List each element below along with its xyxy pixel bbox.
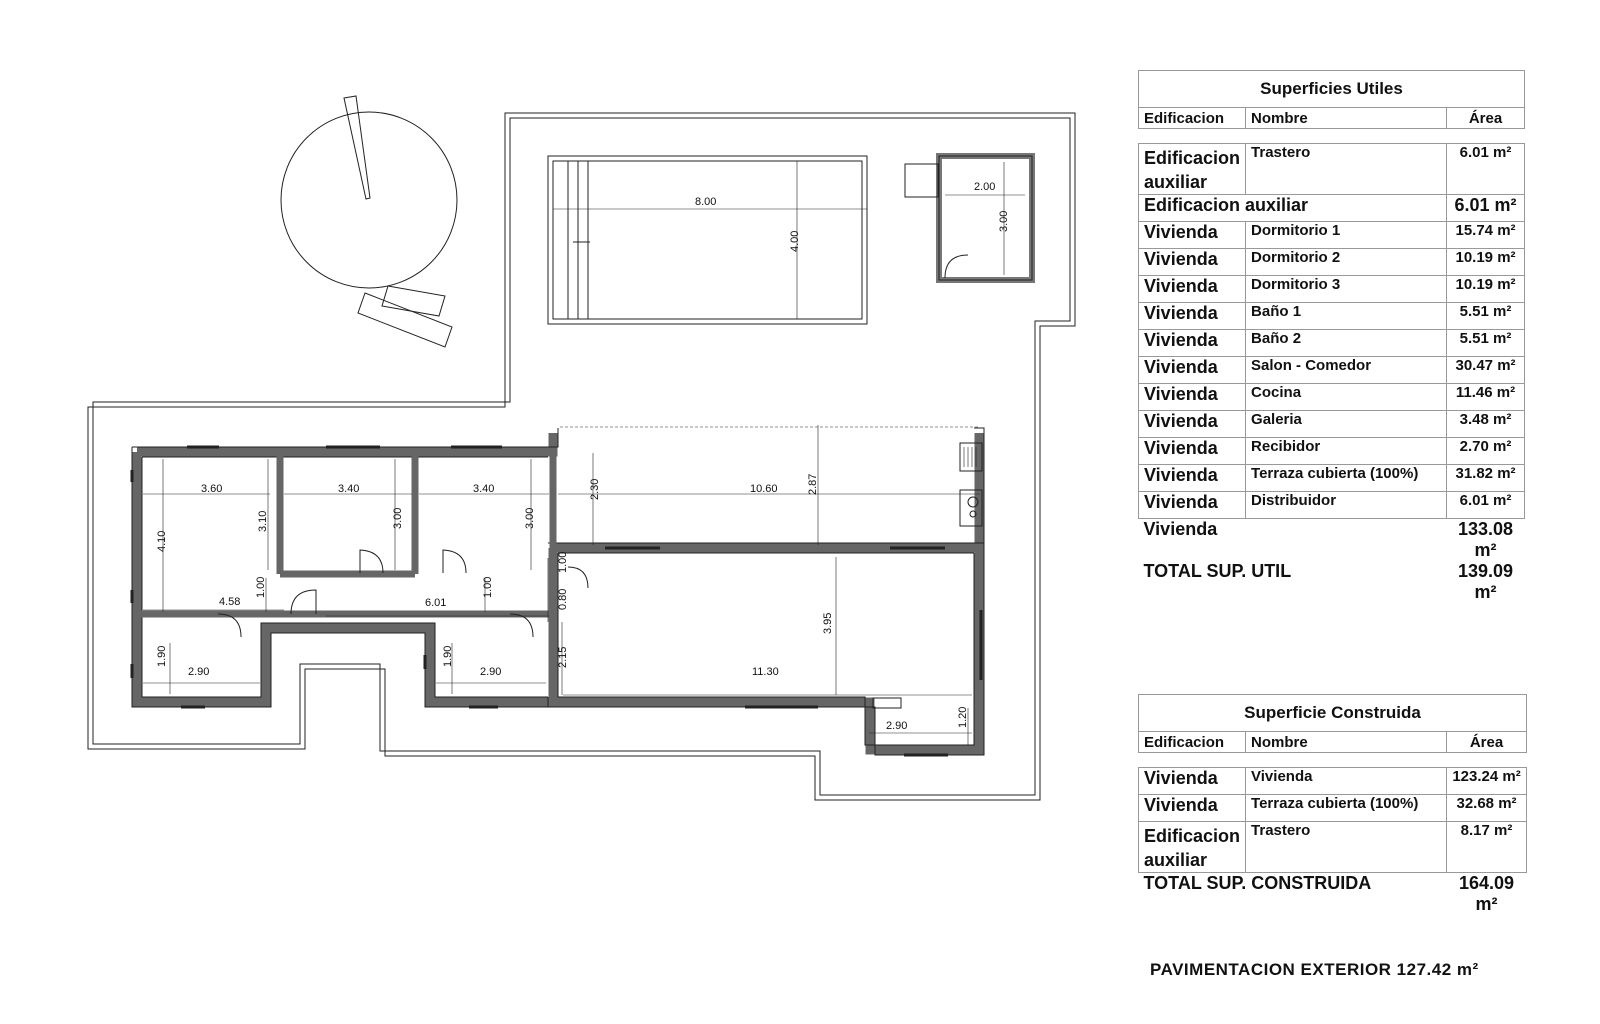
table-row: Vivienda Terraza cubierta (100%) 31.82 m² xyxy=(1139,465,1525,492)
table-row: Vivienda Terraza cubierta (100%) 32.68 m² xyxy=(1139,795,1527,822)
table-row: Vivienda Baño 1 5.51 m² xyxy=(1139,303,1525,330)
dim-terrace-w: 10.60 xyxy=(750,483,778,495)
dim-bed1-total: 4.10 xyxy=(156,530,168,552)
dim-bed2-h: 3.00 xyxy=(392,507,404,529)
col-header-nombre: Nombre xyxy=(1246,732,1447,753)
subtotal-row-auxiliar: Edificacion auxiliar 6.01 m² xyxy=(1139,195,1525,222)
total-row-construida: TOTAL SUP. CONSTRUIDA 164.09 m² xyxy=(1143,873,1515,914)
dim-bath2-h: 1.90 xyxy=(442,645,454,667)
dim-living-h: 3.95 xyxy=(822,612,834,634)
table-superficies-utiles xyxy=(1138,70,1525,603)
dim-door-3: 1.00 xyxy=(557,551,569,573)
total-row-util: TOTAL SUP. UTIL 139.09 m² xyxy=(1143,561,1514,602)
dim-bed2-w: 3.40 xyxy=(338,483,360,495)
dim-bed3-h: 3.00 xyxy=(524,507,536,529)
table-row: Edificacion auxiliar Trastero 6.01 m² xyxy=(1139,144,1525,195)
table-row: Vivienda Dormitorio 1 15.74 m² xyxy=(1139,222,1525,249)
dim-terrace-h: 2.87 xyxy=(807,473,819,495)
col-header-area: Área xyxy=(1447,732,1527,753)
col-header-nombre: Nombre xyxy=(1246,108,1447,129)
table-row: Vivienda Salon - Comedor 30.47 m² xyxy=(1139,357,1525,384)
pool xyxy=(548,156,867,324)
dim-door-4: 0.80 xyxy=(557,588,569,610)
dim-door-2: 1.00 xyxy=(482,576,494,598)
dim-bed3-w: 3.40 xyxy=(473,483,495,495)
dim-bath1-h: 1.90 xyxy=(156,645,168,667)
table-superficie-construida xyxy=(1138,694,1527,915)
table-row: Vivienda Recibidor 2.70 m² xyxy=(1139,438,1525,465)
door xyxy=(360,550,383,573)
dim-living-side: 2.15 xyxy=(557,646,569,668)
table-construida-title: Superficie Construida xyxy=(1139,695,1527,732)
subtotal-row-vivienda: Vivienda 133.08 m² xyxy=(1143,519,1514,560)
lounger xyxy=(358,293,452,347)
table-row: Vivienda Galeria 3.48 m² xyxy=(1139,411,1525,438)
pavimentacion-exterior: PAVIMENTACION EXTERIOR 127.42 m² xyxy=(1150,960,1479,979)
table-row: Vivienda Dormitorio 2 10.19 m² xyxy=(1139,249,1525,276)
col-header-area: Área xyxy=(1447,108,1525,129)
dim-corridor-a: 4.58 xyxy=(219,596,241,608)
dim-door-1: 1.00 xyxy=(255,576,267,598)
dim-living-w: 11.30 xyxy=(752,666,779,678)
dim-gallery-h: 1.20 xyxy=(957,706,969,728)
dim-corridor-b: 6.01 xyxy=(425,597,447,609)
storage-shed xyxy=(939,156,1032,280)
table-row: Edificacion auxiliar Trastero 8.17 m² xyxy=(1139,822,1527,873)
dim-bed1-w: 3.60 xyxy=(201,483,223,495)
col-header-edificacion: Edificacion xyxy=(1139,732,1246,753)
table-row: Vivienda Vivienda 123.24 m² xyxy=(1139,768,1527,795)
table-utiles-title: Superficies Utiles xyxy=(1139,71,1525,108)
table-row: Vivienda Baño 2 5.51 m² xyxy=(1139,330,1525,357)
dim-bath1-w: 2.90 xyxy=(188,666,210,678)
parasol xyxy=(281,112,457,288)
dim-shed-width: 2.00 xyxy=(974,181,996,193)
table-row: Vivienda Dormitorio 3 10.19 m² xyxy=(1139,276,1525,303)
col-header-edificacion: Edificacion xyxy=(1139,108,1246,129)
dim-gallery-w: 2.90 xyxy=(886,720,908,732)
dim-pool-length: 8.00 xyxy=(695,196,717,208)
table-row: Vivienda Cocina 11.46 m² xyxy=(1139,384,1525,411)
dim-terrace-side: 2.30 xyxy=(589,478,601,500)
dim-pool-width: 4.00 xyxy=(789,230,801,252)
dim-bath2-w: 2.90 xyxy=(480,666,502,678)
table-row: Vivienda Distribuidor 6.01 m² xyxy=(1139,492,1525,519)
dim-shed-depth: 3.00 xyxy=(998,210,1010,232)
dim-bed1-h: 3.10 xyxy=(257,510,269,532)
